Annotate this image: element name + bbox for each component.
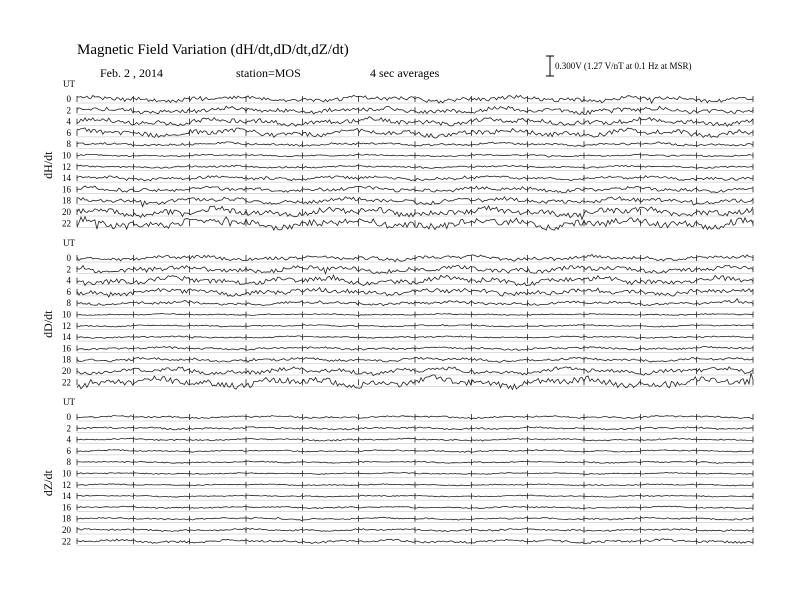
hour-label: 12 — [62, 161, 71, 172]
hour-label: 6 — [66, 127, 71, 138]
hour-label: 8 — [66, 457, 71, 468]
hour-label: 0 — [66, 94, 71, 104]
hour-label: 20 — [62, 525, 71, 535]
date-label: Feb. 2 , 2014 — [100, 66, 163, 80]
hour-label: 20 — [62, 207, 71, 217]
hour-label: 14 — [62, 332, 71, 343]
component-axis-label: dZ/dt — [41, 470, 55, 497]
station-label: station=MOS — [236, 66, 301, 80]
component-axis-label: dD/dt — [41, 310, 55, 338]
chart-title: Magnetic Field Variation (dH/dt,dD/dt,dZ/dt) — [77, 42, 349, 58]
hour-label: 2 — [66, 264, 71, 275]
hour-label: 22 — [62, 536, 71, 547]
hour-label: 2 — [66, 423, 71, 434]
hour-label: 18 — [62, 513, 71, 524]
hour-label: 10 — [62, 468, 71, 479]
hour-label: 22 — [62, 377, 71, 388]
hour-label: 18 — [62, 354, 71, 365]
hour-label: 6 — [66, 445, 71, 456]
hour-label: 18 — [62, 195, 71, 206]
hour-label: 12 — [62, 479, 71, 490]
hour-label: 14 — [62, 173, 71, 184]
hour-label: 6 — [66, 286, 71, 297]
hour-label: 16 — [62, 502, 71, 513]
hour-label: 4 — [66, 434, 71, 445]
hour-label: 2 — [66, 105, 71, 116]
ut-axis-label: UT — [63, 79, 75, 89]
hour-label: 10 — [62, 150, 71, 161]
ut-axis-label: UT — [63, 238, 75, 248]
component-axis-label: dH/dt — [41, 151, 55, 179]
hour-label: 22 — [62, 218, 71, 229]
ut-axis-label: UT — [63, 397, 75, 407]
hour-label: 8 — [66, 298, 71, 309]
hour-label: 4 — [66, 275, 71, 286]
hour-label: 4 — [66, 116, 71, 127]
hour-label: 10 — [62, 309, 71, 320]
hour-label: 0 — [66, 412, 71, 422]
averaging-label: 4 sec averages — [370, 66, 440, 80]
hour-label: 16 — [62, 184, 71, 195]
hour-label: 16 — [62, 343, 71, 354]
hour-label: 12 — [62, 320, 71, 331]
scale-bar-label: 0.300V (1.27 V/nT at 0.1 Hz at MSR) — [555, 61, 692, 71]
hour-label: 8 — [66, 139, 71, 150]
hour-label: 0 — [66, 253, 71, 263]
hour-label: 14 — [62, 491, 71, 502]
hour-label: 20 — [62, 366, 71, 376]
